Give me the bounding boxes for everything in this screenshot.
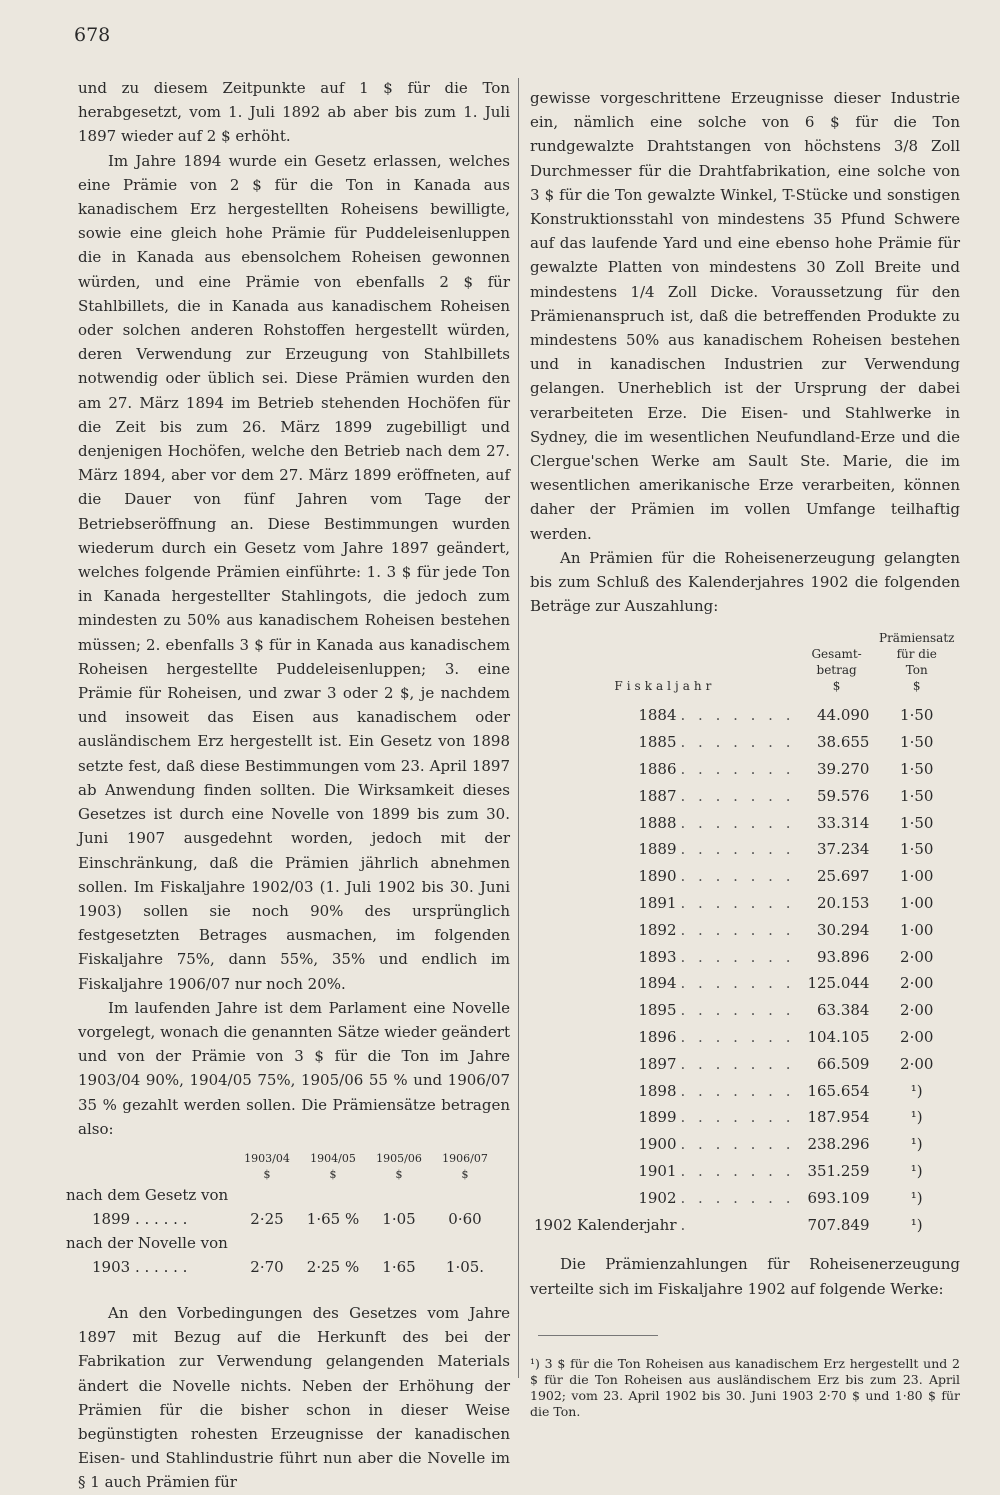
- table-cell-amount: 66.509: [816, 1054, 870, 1073]
- table-cell: 2·70: [250, 1257, 284, 1276]
- table-row: [530, 836, 960, 863]
- table-row: [530, 756, 960, 783]
- table-cell-rate: ¹): [910, 1081, 923, 1100]
- table-cell-rate: 2·00: [900, 1054, 934, 1073]
- table-cell-year: 1891: [638, 894, 677, 913]
- table-cell-rate: 1·50: [900, 760, 934, 779]
- unit-label: $: [832, 679, 841, 694]
- table-row: [530, 1131, 960, 1158]
- table-cell-rate: 2·00: [900, 1001, 934, 1020]
- table-header: 1906/07: [442, 1151, 488, 1165]
- leader-dots: . . . . . . .: [680, 1108, 795, 1127]
- table-cell-amount: 351.259: [807, 1162, 870, 1181]
- leader-dots: . . . . . . .: [680, 733, 795, 752]
- paragraph: An Prämien für die Roheisenerzeugung gelangten bis zum Schluß des Kalenderjahres 1902 die folgenden Beträge zur Auszahlung:: [530, 548, 960, 616]
- row-label: nach der Novelle von: [66, 1233, 228, 1252]
- unit-label: $: [912, 679, 921, 694]
- table-cell-amount: 33.314: [816, 813, 870, 832]
- table-cell: 2·25: [250, 1209, 284, 1228]
- footnote: ¹) 3 $ für die Ton Roheisen aus kanadischem Erz hergestellt und 2 $ für die Ton Roheisen aus ausländischem Erz bis zum 23. April 1902; vom 23. April 1902 bis 30. Juni 1903 2·70 $ und 1·80 $ für die Ton.: [530, 1355, 960, 1419]
- table-cell-rate: 1·00: [900, 920, 934, 939]
- table-row: [530, 702, 960, 729]
- leader-dots: . . . . . . .: [680, 1081, 795, 1100]
- table-cell: 0·60: [448, 1209, 482, 1228]
- table-cell-rate: ¹): [910, 1108, 923, 1127]
- table-cell: 1·05.: [445, 1257, 485, 1276]
- table-cell-year: 1902: [638, 1188, 677, 1207]
- table-cell-rate: 1·00: [900, 894, 934, 913]
- paragraph: Die Prämienzahlungen für Roheisenerzeugung verteilte sich im Fiskaljahre 1902 auf folgende Werke:: [530, 1255, 960, 1298]
- table-row: [530, 1078, 960, 1105]
- column-header-rate: für die: [896, 647, 937, 662]
- premium-rate-table: [66, 1151, 498, 1279]
- paragraph: An den Vorbedingungen des Gesetzes vom Jahre 1897 mit Bezug auf die Herkunft des bei der Fabrikation zur Verwendung gelangenden Materials ändert die Novelle nichts. Neben der Erhöhung der Prämien für die bisher schon in dieser Weise begünstigten rohesten Erzeugnisse der kanadischen Eisen- und Stahlindustrie führt nun aber die Novelle im § 1 auch Prämien für: [78, 1303, 510, 1492]
- table-cell-amount: 59.576: [816, 786, 870, 805]
- table-header: 1903/04: [244, 1151, 290, 1165]
- table-cell-rate: 2·00: [900, 974, 934, 993]
- table-cell-amount: 39.270: [816, 760, 870, 779]
- table-row: [530, 1051, 960, 1078]
- table-row: [530, 890, 960, 917]
- table-cell-amount: 125.044: [807, 974, 870, 993]
- paragraph: Im laufenden Jahre ist dem Parlament eine Novelle vorgelegt, wonach die genannten Sätze wieder geändert und von der Prämie von 3 $ für die Ton im Jahre 1903/04 90%, 1904/05 75%, 1905/06 55 % und 1906/07 35 % gezahlt werden sollen. Die Prämiensätze betragen also:: [78, 998, 510, 1138]
- column-header-total: Gesamt-: [811, 647, 862, 662]
- paragraph: gewisse vorgeschrittene Erzeugnisse dieser Industrie ein, nämlich eine solche von 6 $ für die Ton rundgewalzte Drahtstangen von höchstens 3/8 Zoll Durchmesser für die Drahtfabrikation, eine solche von 3 $ für die Ton gewalzte Winkel, T-Stücke und sonstigen Konstruktionsstahl von mindestens 35 Pfund Schwere auf das laufende Yard und eine ebenso hohe Prämie für gewalzte Platten von mindestens 30 Zoll Breite und mindestens 1/4 Zoll Dicke. Voraussetzung für den Prämienanspruch ist, daß die betreffenden Produkte zu mindestens 50% aus kanadischem Roheisen bestehen und in kanadischen Industrien zur Verwendung gelangen. Unerheblich ist der Ursprung der dabei verarbeiteten Erze. Die Eisen- und Stahlwerke in Sydney, die im wesentlichen Neufundland-Erze und die Clergue'schen Werke am Sault Ste. Marie, die im wesentlichen amerikanische Erze verarbeiten, können daher der Prämien im vollen Umfange teilhaftig werden.: [530, 89, 960, 543]
- table-cell-year: 1885: [638, 733, 677, 752]
- table-cell-rate: 1·00: [900, 867, 934, 886]
- table-cell-rate: ¹): [910, 1162, 923, 1181]
- column-header-total: betrag: [816, 663, 857, 678]
- table-cell-amount: 44.090: [816, 706, 870, 725]
- column-header-year: Fiskaljahr: [614, 679, 716, 694]
- leader-dots: . . . . . . .: [680, 947, 795, 966]
- table-cell-rate: 1·50: [900, 733, 934, 752]
- table-cell: 2·25 %: [306, 1257, 360, 1276]
- table-cell-amount: 37.234: [816, 840, 870, 859]
- table-cell-year: 1900: [638, 1135, 677, 1154]
- table-row: [530, 1212, 960, 1239]
- table-cell-amount: 30.294: [816, 920, 870, 939]
- leader-dots: . . . . . . .: [680, 760, 795, 779]
- bounty-table: [530, 630, 960, 1238]
- unit-label: $: [461, 1167, 469, 1181]
- table-cell-amount: 187.954: [807, 1108, 870, 1127]
- table-row: [530, 944, 960, 971]
- leader-dots: . . . . . . .: [680, 894, 795, 913]
- table-header: 1904/05: [310, 1151, 356, 1165]
- leader-dots: . . . . . . .: [680, 1162, 795, 1181]
- table-row: [530, 729, 960, 756]
- table-cell-amount: 238.296: [807, 1135, 870, 1154]
- table-row: [530, 810, 960, 837]
- paragraph: Im Jahre 1894 wurde ein Gesetz erlassen, welches eine Prämie von 2 $ für die Ton in Kanada aus kanadischem Erz hergestellten Roheisens bewilligte, sowie eine gleich hohe Prämie für Puddeleisenluppen die in Kanada aus ebensolchem Roheisen gewonnen würden, und eine Prämie von ebenfalls 2 $ für Stahlbillets, die in Kanada aus kanadischem Roheisen oder solchen anderen Rohstoffen hergestellt würden, deren Verwendung zur Erzeugung von Stahlbillets notwendig oder üblich sei. Diese Prämien wurden den am 27. März 1894 im Betrieb stehenden Hochöfen für die Zeit bis zum 26. März 1899 zugebilligt und denjenigen Hochöfen, welche den Betrieb nach dem 27. März 1894, aber vor dem 27. März 1899 eröffneten, auf die Dauer von fünf Jahren vom Tage der Betriebseröffnung an. Diese Bestimmungen wurden wiederum durch ein Gesetz vom Jahre 1897 geändert, welches folgende Prämien einführte: 1. 3 $ für jede Ton in Kanada hergestellter Stahlingots, die jedoch zum mindesten zu 50% aus kanadischem Roheisen bestehen müssen; 2. ebenfalls 3 $ für in Kanada aus kanadischem Roheisen hergestellte Puddeleisenluppen; 3. eine Prämie für Roheisen, und zwar 3 oder 2 $, je nachdem und insoweit das Eisen aus kanadischem oder ausländischem Erz hergestellt ist. Ein Gesetz von 1898 setzte fest, daß diese Bestimmungen vom 23. April 1897 ab Anwendung finden sollten. Die Wirksamkeit dieses Gesetzes ist durch eine Novelle von 1899 bis zum 30. Juni 1907 ausgedehnt worden, jedoch mit der Einschränkung, daß die Prämien jährlich abnehmen sollen. Im Fiskaljahre 1902/03 (1. Juli 1902 bis 30. Juni 1903) sollen sie noch 90% des ursprünglich festgesetzten Betrages ausmachen, im folgenden Fiskaljahre 75%, dann 55%, 35% und endlich im Fiskaljahre 1906/07 nur noch 20%.: [78, 151, 510, 993]
- table-row: [530, 783, 960, 810]
- row-label: nach dem Gesetz von: [66, 1185, 229, 1204]
- table-cell-rate: 1·50: [900, 786, 934, 805]
- leader-dots: . . . . . . .: [680, 920, 795, 939]
- table-cell-rate: 2·00: [900, 1028, 934, 1047]
- table-row: [530, 917, 960, 944]
- table-row: [530, 997, 960, 1024]
- table-cell-year: 1901: [638, 1162, 677, 1181]
- column-header-rate: Ton: [905, 663, 928, 678]
- table-cell-year: 1899: [638, 1108, 677, 1127]
- leader-dots: . . . . . .: [134, 1209, 188, 1228]
- table-row: [530, 1185, 960, 1212]
- table-cell-amount: 63.384: [816, 1001, 870, 1020]
- table-cell-year: 1889: [638, 840, 677, 859]
- leader-dots: . . . . . . .: [680, 867, 795, 886]
- table-cell-rate: ¹): [910, 1215, 923, 1234]
- leader-dots: . . . . . . .: [680, 1188, 795, 1207]
- leader-dots: . . . . . . .: [680, 786, 795, 805]
- table-cell-amount: 104.105: [807, 1028, 870, 1047]
- table-cell-rate: 1·50: [900, 813, 934, 832]
- table-cell-year: 1892: [638, 920, 677, 939]
- table-cell-year: 1896: [638, 1028, 677, 1047]
- table-cell-year: 1902 Kalenderjahr: [534, 1215, 677, 1234]
- table-cell-year: 1887: [638, 786, 677, 805]
- leader-dots: .: [680, 1215, 690, 1234]
- leader-dots: . . . . . . .: [680, 706, 795, 725]
- unit-label: $: [263, 1167, 271, 1181]
- leader-dots: . . . . . . .: [680, 1054, 795, 1073]
- column-header-rate: Prämiensatz: [879, 631, 955, 646]
- column-divider: [518, 78, 519, 1378]
- right-column: [530, 86, 960, 1420]
- row-year: 1903: [92, 1257, 131, 1276]
- table-cell-rate: 1·50: [900, 840, 934, 859]
- table-row: [66, 1231, 498, 1279]
- table-row: [530, 970, 960, 997]
- table-cell-rate: ¹): [910, 1135, 923, 1154]
- table-cell-year: 1886: [638, 760, 677, 779]
- paragraph: und zu diesem Zeitpunkte auf 1 $ für die Ton herabgesetzt, vom 1. Juli 1892 ab aber bis zum 1. Juli 1897 wieder auf 2 $ erhöht.: [78, 79, 510, 146]
- table-cell-year: 1898: [638, 1081, 677, 1100]
- leader-dots: . . . . . . .: [680, 813, 795, 832]
- leader-dots: . . . . . . .: [680, 1028, 795, 1047]
- table-cell-amount: 165.654: [807, 1081, 870, 1100]
- left-column: [66, 76, 510, 1495]
- table-cell-year: 1890: [638, 867, 677, 886]
- table-cell: 1·65: [382, 1257, 416, 1276]
- leader-dots: . . . . . . .: [680, 840, 795, 859]
- table-cell-year: 1895: [638, 1001, 677, 1020]
- table-cell: 1·05: [382, 1209, 416, 1228]
- table-cell-amount: 20.153: [816, 894, 870, 913]
- table-cell-amount: 25.697: [816, 867, 870, 886]
- table-cell-rate: ¹): [910, 1188, 923, 1207]
- row-year: 1899: [92, 1209, 131, 1228]
- table-row: [530, 863, 960, 890]
- table-header: 1905/06: [376, 1151, 422, 1165]
- table-row: [530, 1024, 960, 1051]
- leader-dots: . . . . . .: [134, 1257, 188, 1276]
- table-cell-year: 1894: [638, 974, 677, 993]
- table-row: [66, 1183, 498, 1231]
- table-cell-amount: 707.849: [807, 1215, 870, 1234]
- leader-dots: . . . . . . .: [680, 974, 795, 993]
- unit-label: $: [395, 1167, 403, 1181]
- page-number: 678: [74, 24, 111, 46]
- table-cell-rate: 2·00: [900, 947, 934, 966]
- table-cell-year: 1884: [638, 706, 677, 725]
- table-row: [530, 1104, 960, 1131]
- unit-label: $: [329, 1167, 337, 1181]
- leader-dots: . . . . . . .: [680, 1135, 795, 1154]
- table-cell: 1·65 %: [306, 1209, 360, 1228]
- table-cell-amount: 93.896: [816, 947, 870, 966]
- table-row: [530, 1158, 960, 1185]
- table-cell-year: 1888: [638, 813, 677, 832]
- leader-dots: . . . . . . .: [680, 1001, 795, 1020]
- footnote-rule: [538, 1335, 658, 1336]
- table-cell-year: 1897: [638, 1054, 677, 1073]
- table-cell-amount: 693.109: [807, 1188, 870, 1207]
- table-cell-amount: 38.655: [816, 733, 870, 752]
- table-cell-rate: 1·50: [900, 706, 934, 725]
- table-cell-year: 1893: [638, 947, 677, 966]
